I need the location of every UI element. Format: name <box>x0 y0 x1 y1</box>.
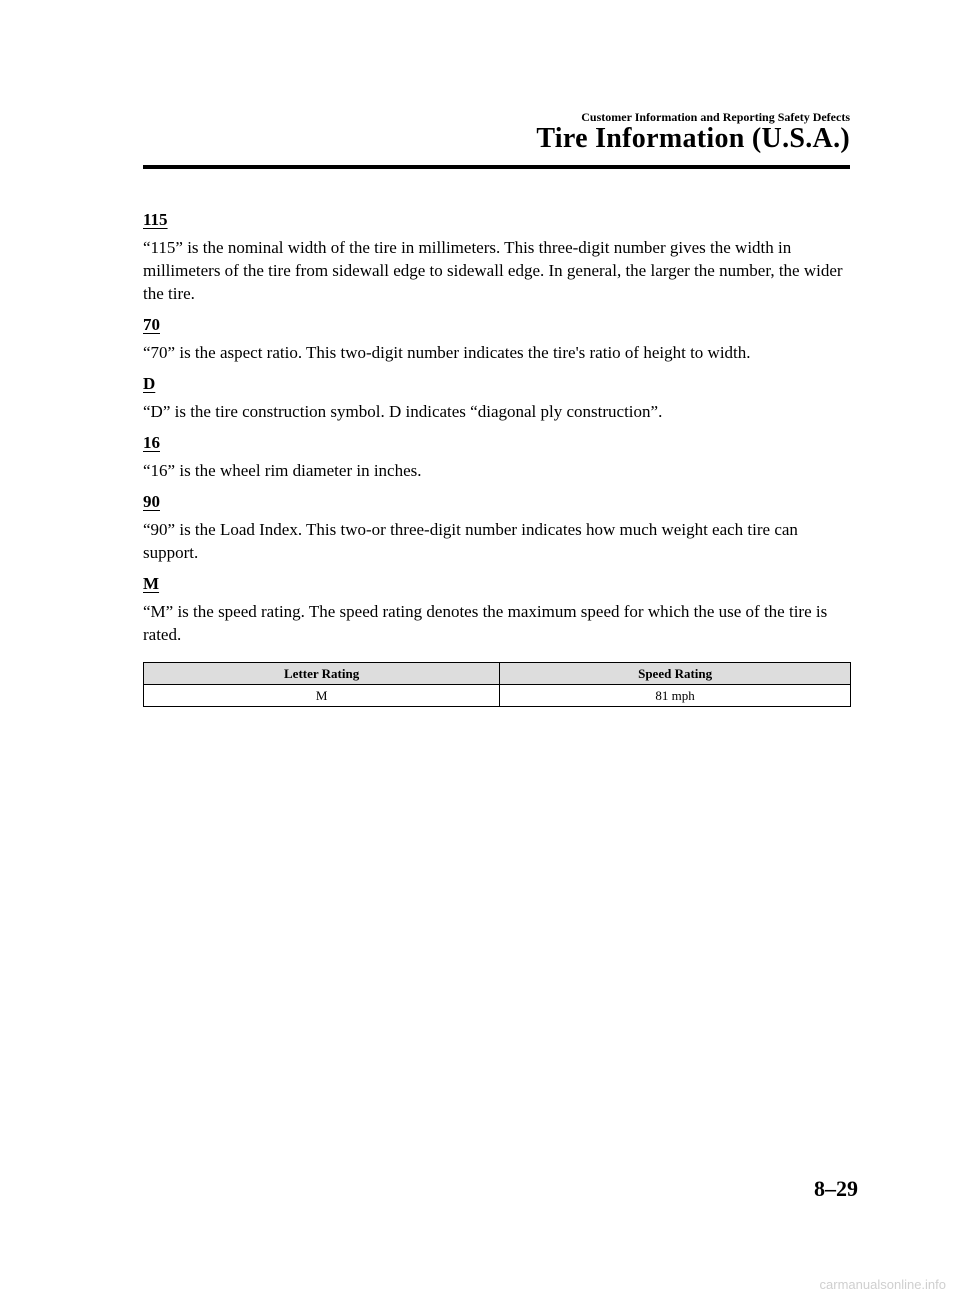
term-section <box>143 572 855 646</box>
column-header-letter-rating: Letter Rating <box>144 663 500 685</box>
watermark-text: carmanualsonline.info <box>819 1277 946 1292</box>
main-content <box>143 208 855 654</box>
page-number: 8–29 <box>814 1176 858 1201</box>
term-section <box>143 313 855 364</box>
section-subtitle: Customer Information and Reporting Safety Defects <box>581 110 850 124</box>
table-cell-speed: 81 mph <box>500 685 851 707</box>
term-description: “90” is the Load Index. This two-or three-digit number indicates how much weight each tire can support. <box>143 520 798 562</box>
term-heading: D <box>143 374 156 393</box>
term-description: “M” is the speed rating. The speed rating denotes the maximum speed for which the use of the tire is rated. <box>143 602 828 644</box>
term-heading: 70 <box>143 315 160 334</box>
column-header-speed-rating: Speed Rating <box>500 663 851 685</box>
table-row <box>144 685 851 707</box>
term-description: “70” is the aspect ratio. This two-digit number indicates the tire's ratio of height to width. <box>143 343 751 362</box>
term-description: “115” is the nominal width of the tire in millimeters. This three-digit number gives the width in millimeters of the tire from sidewall edge to sidewall edge. In general, the larger the number, the wider the tire. <box>143 238 843 303</box>
term-section <box>143 431 855 482</box>
term-heading: 16 <box>143 433 160 452</box>
term-description: “D” is the tire construction symbol. D indicates “diagonal ply construction”. <box>143 402 663 421</box>
table-cell-letter: M <box>144 685 500 707</box>
term-heading: M <box>143 574 160 593</box>
term-section <box>143 490 855 564</box>
term-section <box>143 208 855 305</box>
term-heading: 115 <box>143 210 168 229</box>
term-heading: 90 <box>143 492 160 511</box>
table-header-row <box>144 663 851 685</box>
header-divider <box>143 165 850 169</box>
speed-rating-table <box>143 662 851 707</box>
page-title: Tire Information (U.S.A.) <box>536 123 850 154</box>
term-description: “16” is the wheel rim diameter in inches. <box>143 461 422 480</box>
term-section <box>143 372 855 423</box>
